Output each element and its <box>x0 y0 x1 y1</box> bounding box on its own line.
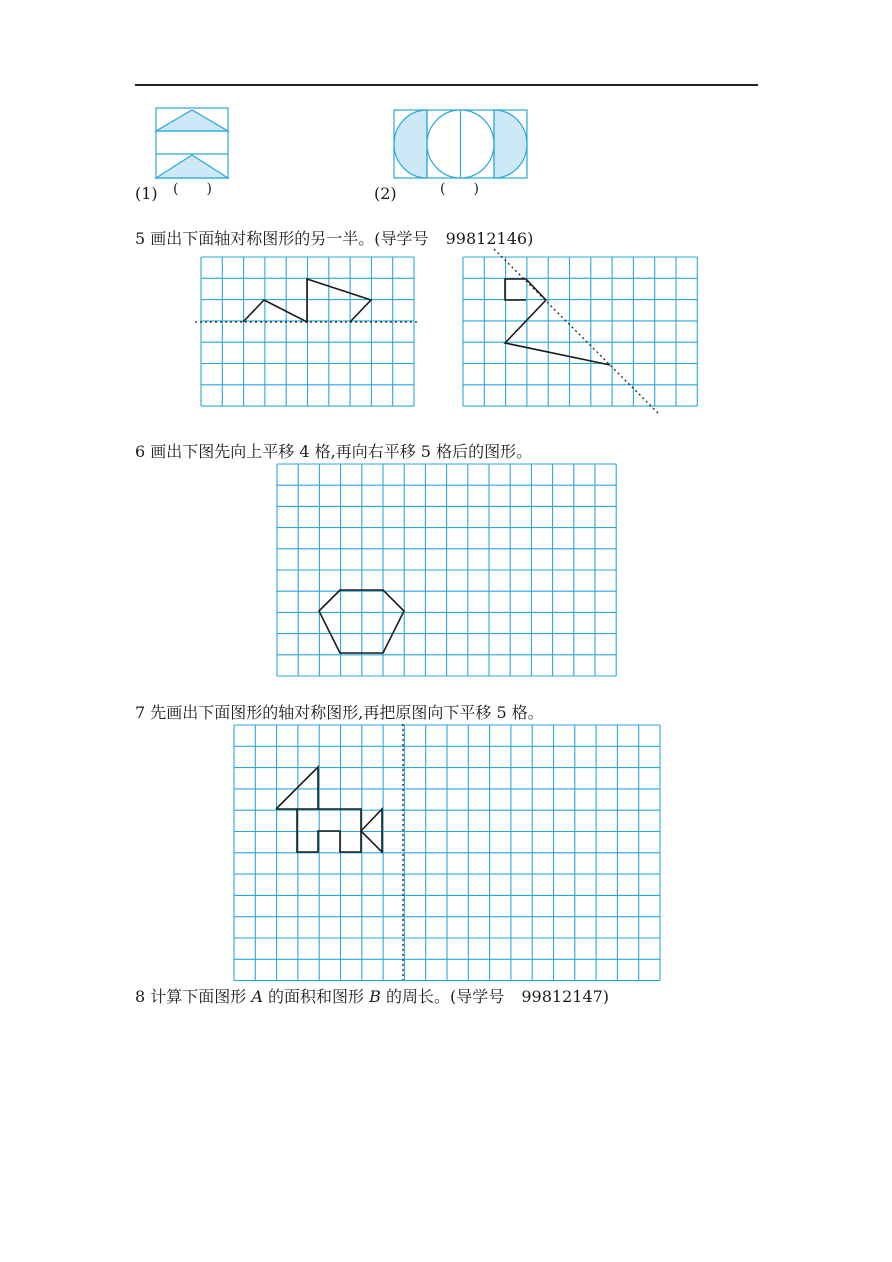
question-8-number: 8 <box>135 987 146 1006</box>
question-8-text-c: 的周长。(导学号 <box>386 987 505 1006</box>
question-8-text-a: 计算下面图形 <box>150 987 247 1006</box>
figure-2-label: (2) <box>374 184 397 203</box>
header-rule <box>135 84 758 86</box>
question-5-number: 5 <box>135 229 146 248</box>
q6-grid[interactable] <box>276 463 618 677</box>
q7-grid[interactable] <box>233 724 661 982</box>
figure-1-answer-blank[interactable]: ( ) <box>173 181 212 197</box>
question-8-text-b: 的面积和图形 <box>268 987 365 1006</box>
question-5-text: 画出下面轴对称图形的另一半。(导学号 <box>150 229 429 248</box>
question-6-text: 画出下图先向上平移 4 格,再向右平移 5 格后的图形。 <box>150 442 533 461</box>
symmetry-figure-2 <box>393 109 529 179</box>
question-7-number: 7 <box>135 703 146 722</box>
half-shape <box>243 279 371 322</box>
figure-a-label: A <box>251 987 263 1006</box>
dog-head-shape <box>276 767 318 809</box>
dog-tail-shape <box>361 809 382 852</box>
question-5-code: 99812146) <box>445 229 534 248</box>
question-8 <box>135 987 609 1007</box>
q5-grid-left[interactable] <box>200 256 420 411</box>
figure-b-label: B <box>369 987 381 1006</box>
question-6-number: 6 <box>135 442 146 461</box>
q5-grid-right[interactable] <box>462 256 702 416</box>
symmetry-figure-1 <box>155 107 230 179</box>
dog-body-shape <box>276 809 361 852</box>
question-7-text: 先画出下面图形的轴对称图形,再把原图向下平移 5 格。 <box>150 703 544 722</box>
figure-1-label: (1) <box>135 184 158 203</box>
question-8-code: 99812147) <box>521 987 610 1006</box>
question-6 <box>135 442 532 462</box>
question-7 <box>135 703 544 723</box>
question-5 <box>135 229 533 249</box>
half-shape <box>505 279 610 365</box>
figure-2-answer-blank[interactable]: ( ) <box>440 181 479 197</box>
